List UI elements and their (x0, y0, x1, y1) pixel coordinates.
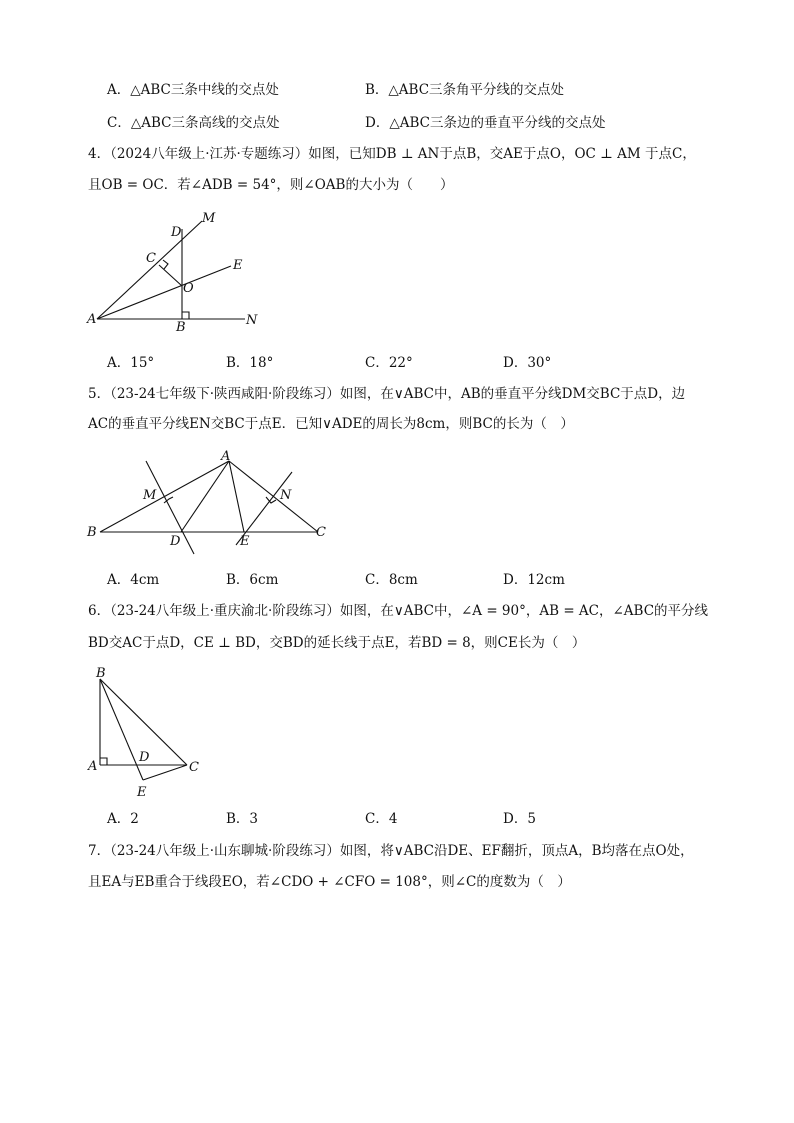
q6-label-B: B (96, 666, 106, 681)
q5-option-b: B．6cm (226, 572, 279, 588)
q4-label-D: D (171, 225, 182, 240)
q5-label-M: M (143, 488, 157, 503)
q5-label-N: N (280, 488, 292, 503)
q4-label-O: O (183, 281, 194, 296)
q6-stem-line1: 6．（23-24八年级上·重庆渝北·阶段练习）如图，在∨ABC中，∠A = 90°，AB = AC，∠ABC的平分线 (88, 603, 709, 619)
q6-label-D: D (139, 750, 150, 765)
q6-option-a: A．2 (107, 811, 139, 827)
q7-stem-line1: 7．（23-24八年级上·山东聊城·阶段练习）如图，将∨ABC沿DE、EF翻折，顶点A，B均落在点O处， (88, 843, 694, 859)
q5-label-E: E (240, 534, 250, 549)
q3-option-d: D．△ABC三条边的垂直平分线的交点处 (365, 115, 606, 131)
q4-option-a: A．15° (107, 355, 155, 371)
q4-label-B: B (176, 320, 186, 335)
q6-option-d: D．5 (503, 811, 536, 827)
q5-option-c: C．8cm (365, 572, 418, 588)
q6-option-c: C．4 (365, 811, 398, 827)
q5-label-C: C (316, 525, 326, 540)
q5-label-D: D (170, 534, 181, 549)
q4-stem-line2: 且OB = OC．若∠ADB = 54°，则∠OAB的大小为（ ） (88, 177, 454, 193)
q4-label-C: C (146, 251, 156, 266)
q5-option-a: A．4cm (107, 572, 160, 588)
q3-option-c: C．△ABC三条高线的交点处 (107, 115, 280, 131)
q6-label-A: A (88, 759, 98, 774)
q5-label-A: A (221, 449, 231, 464)
q5-label-B: B (87, 525, 97, 540)
q5-stem-line2: AC的垂直平分线EN交BC于点E．已知∨ADE的周长为8cm，则BC的长为（ ） (88, 416, 574, 432)
q6-stem-line2: BD交AC于点D，CE ⊥ BD，交BD的延长线于点E，若BD = 8，则CE长为（ ） (88, 635, 586, 651)
q3-option-a: A．△ABC三条中线的交点处 (107, 82, 279, 98)
q4-label-M: M (202, 211, 216, 226)
q4-option-c: C．22° (365, 355, 413, 371)
q6-label-E: E (137, 785, 147, 800)
q6-label-C: C (189, 760, 199, 775)
q4-option-b: B．18° (226, 355, 274, 371)
q4-label-E: E (233, 258, 243, 273)
q6-option-b: B．3 (226, 811, 259, 827)
q3-option-b: B．△ABC三条角平分线的交点处 (365, 82, 565, 98)
q4-label-A: A (87, 312, 97, 327)
q4-stem-line1: 4．（2024八年级上·江苏·专题练习）如图，已知DB ⊥ AN于点B，交AE于点O，OC ⊥ AM 于点C， (88, 146, 696, 162)
q4-option-d: D．30° (503, 355, 552, 371)
q5-option-d: D．12cm (503, 572, 565, 588)
q7-stem-line2: 且EA与EB重合于线段EO，若∠CDO + ∠CFO = 108°，则∠C的度数为（ ） (88, 874, 571, 890)
q5-stem-line1: 5．（23-24七年级下·陕西咸阳·阶段练习）如图，在∨ABC中，AB的垂直平分线DM交BC于点D，边 (88, 386, 686, 402)
q4-label-N: N (246, 313, 258, 328)
